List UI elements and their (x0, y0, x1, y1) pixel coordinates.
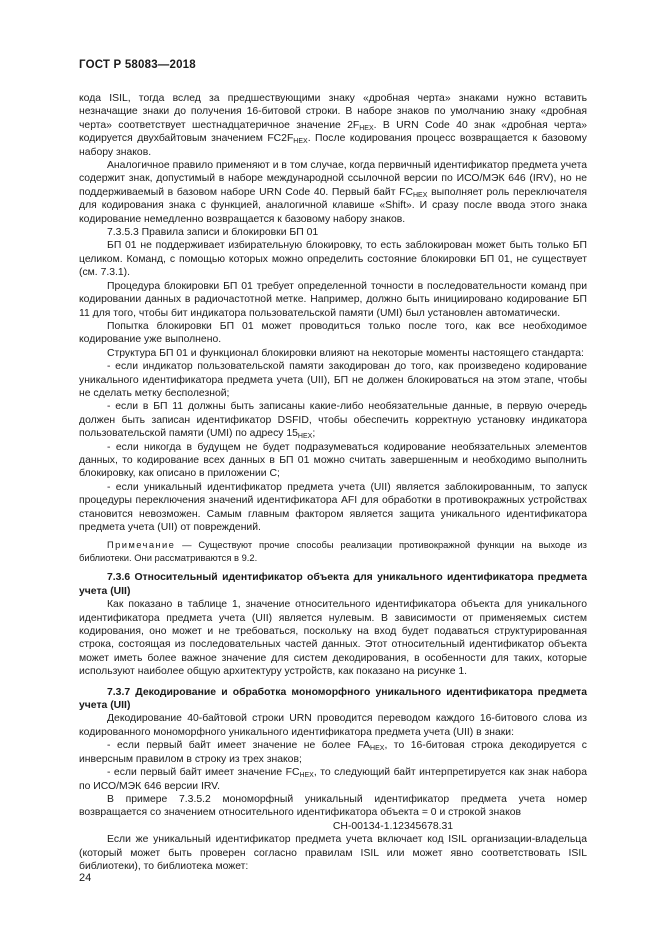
paragraph: Структура БП 01 и функционал блокировки влияют на некоторые моменты настоящего стандарта: (107, 347, 584, 359)
note: Примечание — Существуют прочие способы реализации противокражной функции на выходе из библиотеки. Они рассматриваются в 9.2. (79, 539, 587, 563)
paragraph: кода ISIL, тогда вслед за предшествующими знаку «дробная черта» знаками нужно вставить незначащие знаки до получения 16-битовой строки. В наборе знаков по умолчанию знаку «дробная черта» соответствует шестнадцатеричное значение $2F_{HEX}$. В URN Code 40 знак «дробная черта» кодируется двухбайтовым значением $FC2F_{HEX}$. После кодирования процесс возвращается к базовому набору знаков. (79, 93, 587, 158)
document-header: ГОСТ Р 58083—2018 (79, 59, 196, 71)
paragraph: В примере 7.3.5.2 мономорфный уникальный идентификатор предмета учета номер возвращается со значением относительного идентификатора объекта = 0 и строкой знаков (79, 793, 587, 819)
list-item: - если первый байт имеет значение $FC_{HEX}$, то следующий байт интерпретируется как знак набора по ИСО/МЭК 646 версии IRV. (79, 767, 587, 792)
section-heading: 7.3.7 Декодирование и обработка мономорфного уникального идентификатора предмета учета (UII) (79, 686, 587, 712)
subsection-heading: 7.3.5.3 Правила записи и блокировки БП 01 (107, 227, 319, 239)
page-number: 24 (79, 872, 92, 884)
paragraph: Попытка блокировки БП 01 может проводиться только после того, как все необходимое кодирование уже выполнено. (79, 320, 587, 346)
note-label: Примечание (107, 539, 176, 551)
paragraph: Процедура блокировки БП 01 требует определенной точности в последовательности команд при кодировании данных в радиочастотной метке. Например, должно быть инициировано кодирование БП 11 для того, чтобы бит индикатора пользовательской памяти (UMI) был установлен автоматически. (79, 280, 587, 319)
paragraph: Аналогичное правило применяют и в том случае, когда первичный идентификатор предмета учета содержит знак, допустимый в наборе международной ссылочной версии по ИСО/МЭК 646 (IRV), но не поддерживаемый в базовом наборе URN Code 40. Первый байт $FC_{HEX}$ выполняет роль переключателя для кодирования знака с функцией, аналогичной клавише «Shift». И сразу после ввода этого знака кодирование немедленно возвращается к базовому набору знаков. (79, 160, 587, 225)
list-item: - если в БП 11 должны быть записаны какие-либо необязательные данные, в первую очередь должен быть записан идентификатор DSFID, чтобы обеспечить корректную установку индикатора пользовательской памяти (UMI) по адресу $15_{HEX}$; (79, 401, 587, 441)
paragraph: Декодирование 40-байтовой строки URN проводится переводом каждого 16-битового слова из кодированного мономорфного уникального идентификатора предмета учета (UII) в знаки: (79, 713, 587, 738)
list-item: - если первый байт имеет значение не более $FA_{HEX}$, то 16-битовая строка декодируется с инверсным правилом в строку из трех знаков; (79, 740, 587, 765)
list-item: - если никогда в будущем не будет подразумеваться кодирование необязательных элементов данных, то кодирование всех данных в БП 01 можно считать завершенным и необходимо выполнить блокировку, как описано в приложении C; (79, 441, 587, 480)
paragraph: Если же уникальный идентификатор предмета учета включает код ISIL организации-владельца (который может быть проверен согласно правилам ISIL или может явно соответствовать ISIL библиотеки), то библиотека может: (79, 834, 587, 872)
list-item: - если уникальный идентификатор предмета учета (UII) является заблокированным, то запуск процедуры переключения значений идентификатора AFI для обработки в противокражных устройствах становится невозможен. Самым главным фактором является защита уникального идентификатора предмета учета (UII) от повреждений. (79, 481, 587, 533)
example-string: CH-00134-1.12345678.31 (332, 820, 454, 832)
paragraph: БП 01 не поддерживает избирательную блокировку, то есть заблокирован может быть только БП целиком. Команд, с помощью которых можно определить состояние блокировки БП 01, не существует (см. 7.3.1). (79, 240, 587, 279)
document-body (79, 92, 587, 873)
list-item: - если индикатор пользовательской памяти закодирован до того, как произведено кодирование уникального идентификатора предмета учета (UII), БП не должен блокироваться на этом этапе, чтобы не сделать метку бесполезной; (79, 361, 587, 399)
paragraph: Как показано в таблице 1, значение относительного идентификатора объекта для уникального идентификатора предмета учета (UII) является нулевым. В зависимости от применяемых систем кодирования, оно может и не требоваться, поскольку на вход будет подаваться структурированная строка, состоящая из последовательных частей данных. Этот относительный идентификатор объекта может иметь более важное значение для систем декодирования, в особенности для таких, которые используют наиболее общую архитектуру устройств, как показано на рисунке 1. (79, 599, 587, 678)
section-heading: 7.3.6 Относительный идентификатор объекта для уникального идентификатора предмета учета (UII) (79, 572, 587, 597)
